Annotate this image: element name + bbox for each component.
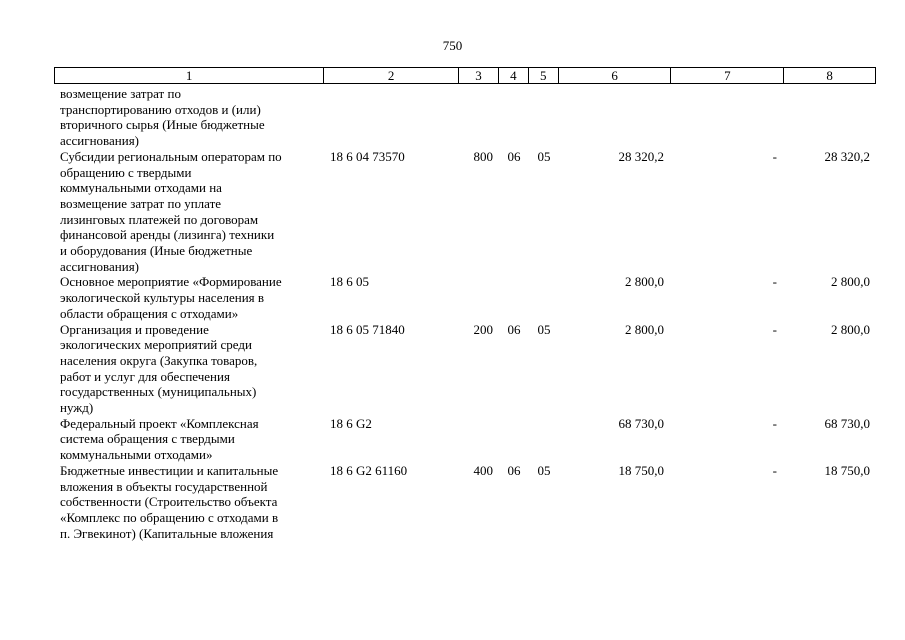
cell-name-line: вложения в объекты государственной [60, 478, 268, 494]
cell-name-line: области обращения с отходами» [60, 305, 239, 321]
cell-col6 [559, 86, 672, 149]
table-row [54, 416, 876, 463]
cell-col8: 2 800,0 [831, 321, 870, 337]
cell-col8: 2 800,0 [831, 274, 870, 290]
page-number: 750 [442, 38, 463, 53]
cell-pr [529, 86, 559, 149]
header-cell: 8 [826, 68, 833, 83]
cell-col8 [785, 86, 876, 149]
cell-col7: - [772, 321, 777, 337]
cell-rz [499, 86, 529, 149]
cell-pr: 05 [537, 321, 551, 337]
cell-name-line: транспортированию отходов и (или) [60, 101, 261, 117]
cell-name-line: и оборудования (Иные бюджетные [60, 243, 253, 259]
header-cell: 1 [55, 68, 324, 83]
cell-name-line: п. Эгвекинот) (Капитальные вложения [60, 525, 274, 541]
cell-name-line: Федеральный проект «Комплексная [60, 415, 259, 431]
cell-name-line: возмещение затрат по [60, 86, 181, 101]
cell-name-line: государственных (муниципальных) [60, 384, 257, 400]
cell-rz: 06 [507, 148, 521, 164]
cell-col6: 2 800,0 [625, 321, 664, 337]
cell-col8: 18 750,0 [824, 462, 870, 478]
cell-vr: 800 [473, 148, 493, 164]
cell-name-line: ассигнования) [60, 258, 140, 274]
cell-col7: - [772, 274, 777, 290]
cell-name-line: населения округа (Закупка товаров, [60, 352, 258, 368]
table-row [54, 86, 876, 149]
cell-name-line: обращению с твердыми [60, 164, 192, 180]
cell-col7: - [772, 462, 777, 478]
cell-code: 18 6 G2 61160 [330, 462, 408, 478]
cell-name-line: работ и услуг для обеспечения [60, 368, 230, 384]
cell-col8: 68 730,0 [824, 415, 870, 431]
cell-name-line: система обращения с твердыми [60, 431, 235, 447]
cell-pr: 05 [537, 148, 551, 164]
cell-name-line: Основное мероприятие «Формирование [60, 274, 282, 290]
cell-pr: 05 [537, 462, 551, 478]
cell-name-line: Бюджетные инвестиции и капитальные [60, 462, 279, 478]
cell-name-line: ассигнования) [60, 133, 140, 149]
table-body [54, 86, 876, 541]
cell-code [324, 86, 459, 149]
cell-name-line: «Комплекс по обращению с отходами в [60, 509, 279, 525]
cell-col6: 28 320,2 [618, 148, 664, 164]
cell-col7: - [772, 148, 777, 164]
cell-rz: 06 [507, 321, 521, 337]
cell-name-line: экологической культуры населения в [60, 290, 265, 306]
header-cell: 4 [499, 68, 529, 83]
cell-name-line: коммунальными отходами» [60, 447, 213, 463]
header-cell: 6 [559, 68, 672, 83]
cell-name [54, 149, 324, 275]
cell-vr: 200 [473, 321, 493, 337]
cell-code: 18 6 05 [330, 274, 369, 290]
cell-pr [529, 416, 559, 463]
cell-vr [459, 274, 499, 321]
cell-name-line: экологических мероприятий среди [60, 337, 252, 353]
cell-col6: 68 730,0 [618, 415, 664, 431]
cell-name [54, 274, 324, 321]
cell-name-line: Организация и проведение [60, 321, 209, 337]
cell-col8: 28 320,2 [824, 148, 870, 164]
cell-name-line: вторичного сырья (Иные бюджетные [60, 117, 265, 133]
cell-pr [529, 274, 559, 321]
cell-rz: 06 [507, 462, 521, 478]
cell-name-line: лизинговых платежей по договорам [60, 211, 259, 227]
cell-name-line: Субсидии региональным операторам по [60, 148, 282, 164]
cell-code: 18 6 04 73570 [330, 148, 405, 164]
table-row [54, 322, 876, 416]
cell-name-line: собственности (Строительство объекта [60, 494, 278, 510]
cell-name [54, 416, 324, 463]
cell-name-line: финансовой аренды (лизинга) техники [60, 227, 275, 243]
header-cell: 2 [324, 68, 459, 83]
cell-col6: 2 800,0 [625, 274, 664, 290]
cell-name [54, 322, 324, 416]
cell-name [54, 86, 324, 149]
table-row [54, 274, 876, 321]
cell-name-line: нужд) [60, 400, 94, 416]
cell-vr [459, 416, 499, 463]
cell-vr: 400 [473, 462, 493, 478]
cell-rz [499, 274, 529, 321]
header-cell: 3 [459, 68, 499, 83]
cell-code: 18 6 G2 [330, 415, 372, 431]
cell-code: 18 6 05 71840 [330, 321, 405, 337]
cell-vr [459, 86, 499, 149]
table-row [54, 149, 876, 275]
table-header [54, 67, 876, 84]
cell-col7: - [772, 415, 777, 431]
header-cell: 5 [529, 68, 559, 83]
cell-name-line: возмещение затрат по уплате [60, 195, 222, 211]
cell-rz [499, 416, 529, 463]
table-row [54, 463, 876, 542]
cell-name [54, 463, 324, 542]
cell-name-line: коммунальными отходами на [60, 180, 222, 196]
cell-col7 [672, 86, 785, 149]
header-cell: 7 [671, 68, 784, 83]
cell-col6: 18 750,0 [618, 462, 664, 478]
